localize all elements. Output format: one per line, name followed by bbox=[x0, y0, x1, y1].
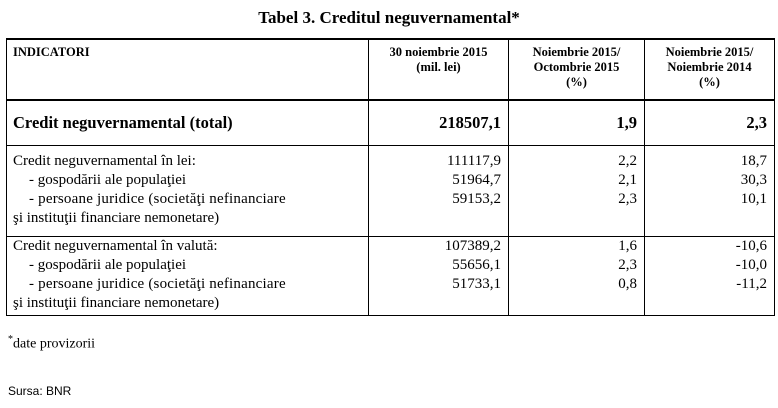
header-mom-line1: Noiembrie 2015/ bbox=[532, 45, 621, 59]
fx-label: Credit neguvernamental în valută: bbox=[7, 237, 369, 257]
lei-companies-cell bbox=[7, 190, 369, 237]
table-row-fx-households bbox=[7, 256, 775, 275]
lei-companies-label: - persoane juridice (societăţi nefinanciare bbox=[29, 191, 286, 207]
fx-companies-yoy: -11,2 bbox=[645, 275, 775, 316]
total-mom: 1,9 bbox=[509, 100, 645, 146]
table-row-lei bbox=[7, 146, 775, 172]
fx-mom: 1,6 bbox=[509, 237, 645, 257]
fx-households-label: - gospodării ale populaţiei bbox=[7, 256, 369, 275]
fx-yoy: -10,6 bbox=[645, 237, 775, 257]
table-row-total bbox=[7, 100, 775, 146]
lei-mom: 2,2 bbox=[509, 146, 645, 172]
header-mom bbox=[509, 39, 645, 100]
lei-companies-yoy: 10,1 bbox=[645, 190, 775, 237]
lei-label: Credit neguvernamental în lei: bbox=[7, 146, 369, 172]
header-row bbox=[7, 39, 775, 100]
table-row-lei-households bbox=[7, 171, 775, 190]
table-title: Tabel 3. Creditul neguvernamental* bbox=[258, 8, 520, 27]
total-value: 218507,1 bbox=[369, 100, 509, 146]
header-mom-line2: Octombrie 2015 bbox=[533, 60, 620, 74]
footnote-mark: * bbox=[8, 334, 13, 345]
header-yoy-line3: (%) bbox=[699, 75, 720, 89]
lei-households-mom: 2,1 bbox=[509, 171, 645, 190]
lei-companies-value: 59153,2 bbox=[369, 190, 509, 237]
fx-companies-value: 51733,1 bbox=[369, 275, 509, 316]
lei-companies-label2: şi instituţii financiare nemonetare) bbox=[13, 210, 220, 226]
header-value-line1: 30 noiembrie 2015 bbox=[389, 45, 488, 59]
table-row-fx bbox=[7, 237, 775, 257]
source-note: Sursa: BNR bbox=[8, 384, 72, 398]
fx-companies-cell bbox=[7, 275, 369, 316]
header-indicatori: INDICATORI bbox=[7, 39, 369, 100]
header-yoy bbox=[645, 39, 775, 100]
header-mom-line3: (%) bbox=[566, 75, 587, 89]
total-yoy: 2,3 bbox=[645, 100, 775, 146]
fx-companies-mom: 0,8 bbox=[509, 275, 645, 316]
table-row-fx-companies bbox=[7, 275, 775, 316]
header-yoy-line2: Noiembrie 2014 bbox=[667, 60, 752, 74]
table-row-lei-companies bbox=[7, 190, 775, 237]
fx-value: 107389,2 bbox=[369, 237, 509, 257]
fx-households-mom: 2,3 bbox=[509, 256, 645, 275]
total-label: Credit neguvernamental (total) bbox=[7, 100, 369, 146]
lei-companies-mom: 2,3 bbox=[509, 190, 645, 237]
credit-table bbox=[6, 38, 775, 316]
fx-households-yoy: -10,0 bbox=[645, 256, 775, 275]
lei-yoy: 18,7 bbox=[645, 146, 775, 172]
header-yoy-line1: Noiembrie 2015/ bbox=[665, 45, 754, 59]
fx-companies-label2: şi instituţii financiare nemonetare) bbox=[13, 295, 220, 311]
fx-companies-label: - persoane juridice (societăţi nefinanciare bbox=[29, 276, 286, 292]
fx-households-value: 55656,1 bbox=[369, 256, 509, 275]
footnote-text: date provizorii bbox=[13, 336, 96, 352]
lei-households-yoy: 30,3 bbox=[645, 171, 775, 190]
footnote bbox=[8, 334, 95, 353]
lei-households-value: 51964,7 bbox=[369, 171, 509, 190]
lei-value: 111117,9 bbox=[369, 146, 509, 172]
header-value bbox=[369, 39, 509, 100]
lei-households-label: - gospodării ale populaţiei bbox=[7, 171, 369, 190]
header-value-line2: (mil. lei) bbox=[416, 60, 461, 74]
